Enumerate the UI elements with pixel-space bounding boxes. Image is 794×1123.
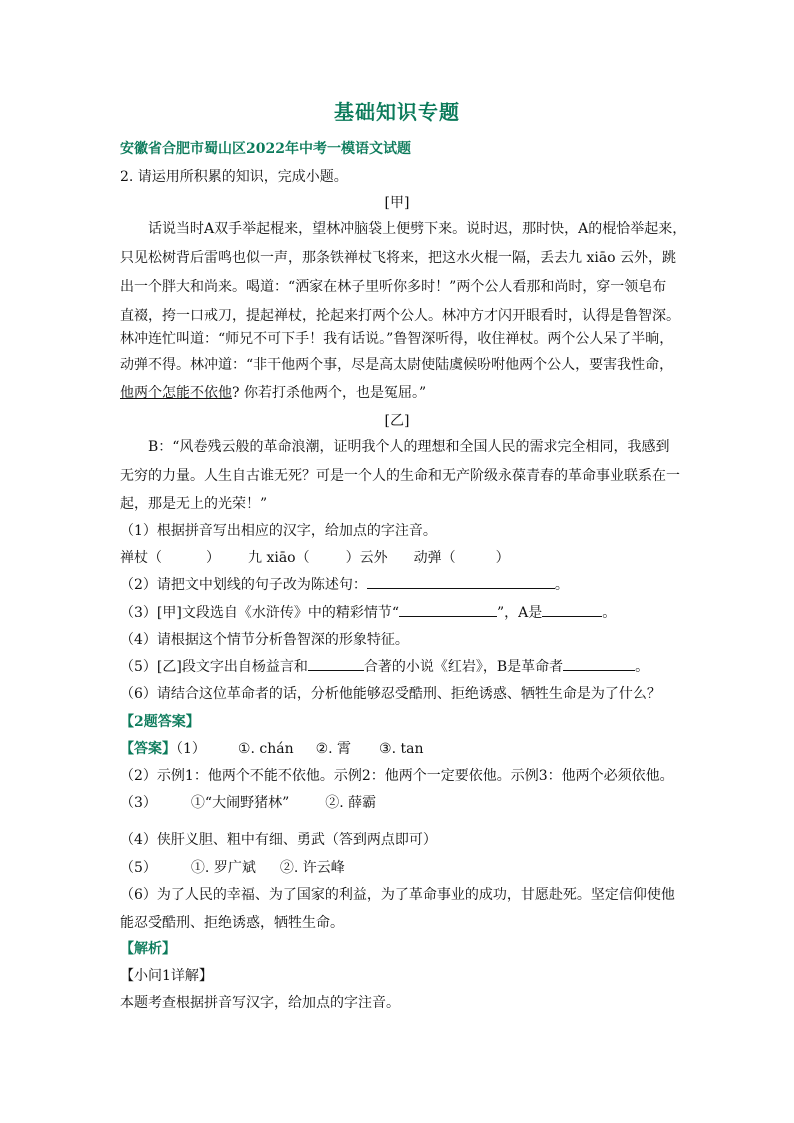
answer-3-num: （3） — [120, 795, 157, 811]
sub-question-2-text: （2）请把文中划线的句子改为陈述句： — [120, 577, 367, 593]
answer-label: 【答案】 — [120, 741, 176, 757]
answer-blank[interactable] — [367, 574, 555, 589]
answer-6-line-2: 能忍受酷刑、拒绝诱惑，牺牲生命。 — [120, 915, 344, 931]
sub-question-4: （4）请根据这个情节分析鲁智深的形象特征。 — [120, 632, 409, 648]
answer-blank[interactable] — [563, 656, 635, 671]
sub-question-3-end: 。 — [602, 605, 617, 621]
answer-blank[interactable] — [399, 602, 497, 617]
answer-3-item-1: ①“大闹野猪林” — [190, 795, 290, 811]
analysis-sub-label: 【小问1详解】 — [120, 968, 213, 984]
analysis-label: 【解析】 — [120, 941, 176, 957]
yi-line-2: 无穷的力量。人生自古谁无死？可是一个人的生命和无产阶级永葆青春的革命事业联系在一 — [120, 468, 680, 484]
answer-1 — [120, 738, 424, 758]
answer-blank[interactable] — [542, 602, 602, 617]
jia-line-4: 直裰，挎一口戒刀，提起禅杖，抡起来打两个公人。林冲方才闪开眼看时，认得是鲁智深。 — [120, 308, 680, 324]
sub-question-5-end: 。 — [635, 659, 650, 675]
answer-1-item-1: ①. chán — [237, 741, 294, 757]
sub-question-2 — [120, 574, 569, 594]
sub-question-3-mid: ”，A是 — [497, 605, 543, 621]
jia-line-3: 出一个胖大和尚来。喝道：“洒家在林子里听你多时！”两个公人看那和尚时，穿一领皂布 — [120, 279, 667, 295]
jia-line-2: 只见松树背后雷鸣也似一声，那条铁禅杖飞将来，把这水火棍一隔，丢去九 xiāo 云外，跳 — [120, 250, 677, 266]
blank-2-label: 九 xiāo（ — [248, 550, 310, 566]
blank-2-close: ）云外 — [345, 550, 388, 566]
blank-3-label: 动弹（ — [413, 550, 456, 566]
sub-question-5-mid: 合著的小说《红岩》，B是革命者 — [363, 659, 564, 675]
sub-question-6: （6）请结合这位革命者的话，分析他能够忍受酷刑、拒绝诱惑、牺牲生命是为了什么？ — [120, 686, 661, 702]
answer-1-item-2: ②. 霄 — [315, 741, 352, 757]
sub-question-1-blanks — [120, 547, 510, 567]
jia-label: [甲] — [384, 195, 410, 211]
answer-5-item-2: ②. 许云峰 — [279, 860, 345, 876]
sub-question-1: （1）根据拼音写出相应的汉字，给加点的字注音。 — [120, 523, 437, 539]
answer-4: （4）侠肝义胆、粗中有细、勇武（答到两点即可） — [120, 832, 437, 848]
answer-6-line-1: （6）为了人民的幸福、为了国家的利益，为了革命事业的成功，甘愿赴死。坚定信仰使他 — [120, 887, 675, 903]
answer-2: （2）示例1：他两个不能不依他。示例2：他两个一定要依他。示例3：他两个必须依他。 — [120, 768, 674, 784]
blank-1-close: ） — [206, 550, 220, 566]
yi-line-1: B：“风卷残云般的革命浪潮，证明我个人的理想和全国人民的需求完全相同，我感到 — [148, 439, 670, 455]
answer-5-item-1: ①. 罗广斌 — [190, 860, 256, 876]
blank-1-label: 禅杖（ — [120, 550, 162, 566]
jia-line-1: 话说当时A双手举起棍来，望林冲脑袋上便劈下来。说时迟，那时快，A的棍恰举起来， — [148, 221, 687, 237]
page-title: 基础知识专题 — [334, 100, 460, 124]
exam-source: 安徽省合肥市蜀山区2022年中考一模语文试题 — [120, 141, 411, 157]
sub-question-2-end: 。 — [554, 577, 569, 593]
sub-question-5-text: （5）[乙]段文字出自杨益言和 — [120, 659, 308, 675]
jia-line-7-rest: ? 你若打杀他两个，也是冤屈。” — [232, 385, 427, 401]
yi-line-3: 起，那是无上的光荣！” — [120, 496, 268, 512]
sub-question-3-text: （3）[甲]文段选自《水浒传》中的精彩情节“ — [120, 605, 399, 621]
question-intro: 2. 请运用所积累的知识，完成小题。 — [120, 169, 348, 185]
answer-5 — [120, 857, 345, 877]
answer-1-item-3: ③. tan — [379, 741, 424, 757]
answer-blank[interactable] — [308, 656, 364, 671]
answer-1-num: （1） — [176, 741, 206, 757]
jia-line-7 — [120, 382, 426, 402]
yi-label: [乙] — [384, 413, 410, 429]
sub-question-5 — [120, 656, 649, 676]
blank-3-close: ） — [495, 550, 510, 566]
jia-line-5: 林冲连忙叫道：“师兄不可下手！我有话说。”鲁智深听得，收住禅杖。两个公人呆了半晌， — [120, 331, 674, 347]
underlined-sentence: 他两个怎能不依他 — [120, 385, 232, 401]
answer-3 — [120, 792, 376, 812]
analysis-text: 本题考查根据拼音写汉字，给加点的字注音。 — [120, 995, 400, 1011]
jia-line-6: 动弹不得。林冲道：“非干他两个事，尽是高太尉使陆虞候吩咐他两个公人，要害我性命， — [120, 357, 674, 373]
answer-5-num: （5） — [120, 860, 157, 876]
answer-header: 【2题答案】 — [120, 714, 200, 730]
sub-question-3 — [120, 602, 616, 622]
answer-3-item-2: ②. 薛霸 — [325, 795, 377, 811]
